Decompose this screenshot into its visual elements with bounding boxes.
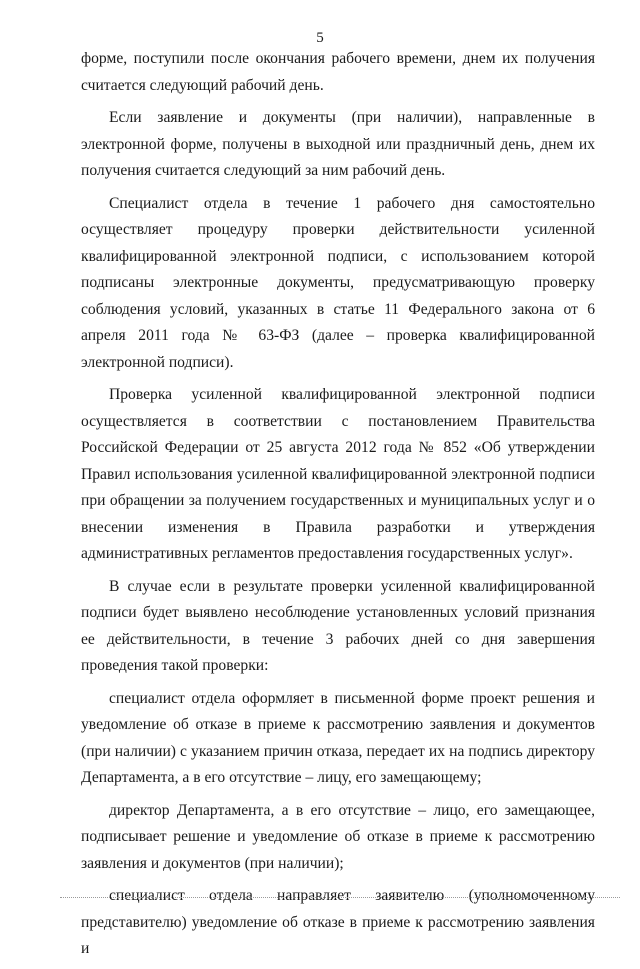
paragraph-continuation: форме, поступили после окончания рабочего времени, днем их получения считается следующий рабочий день. [81, 50, 595, 94]
page-number: 5 [316, 30, 324, 46]
document-body [81, 46, 595, 969]
paragraph-weekend-receipt: Если заявление и документы (при наличии), направленные в электронной форме, получены в выходной или праздничный день, днем их получения считается следующий за ним рабочий день. [81, 109, 595, 179]
paragraph-check-procedure: Проверка усиленной квалифицированной электронной подписи осуществляется в соответствии с постановлением Правительства Российской Федерации от 25 августа 2012 года № 852 «Об утверждении Правил использования усиленной квалифицированной электронной подписи при обращении за получением государственных и муниципальных услуг и о внесении изменения в Правила разработки и утверждения административных регламентов предоставления государственных услуг». [81, 386, 595, 562]
paragraph-specialist-sends: специалист отдела направляет заявителю (уполномоченному представителю) уведомление об отказе в приеме к рассмотрению заявления и [81, 887, 595, 957]
paragraph-noncompliance: В случае если в результате проверки усиленной квалифицированной подписи будет выявлено несоблюдение установленных условий признания ее действительности, в течение 3 рабочих дней со дня завершения проведения такой проверки: [81, 577, 595, 674]
page-bottom-rule [60, 897, 620, 898]
paragraph-specialist-draft: специалист отдела оформляет в письменной форме проект решения и уведомление об отказе в приеме к рассмотрению заявления и документов (при наличии) с указанием причин отказа, передает их на подпись директору Департамента, а в его отсутствие – лицу, его замещающему; [81, 689, 595, 786]
paragraph-signature-check: Специалист отдела в течение 1 рабочего дня самостоятельно осуществляет процедуру проверки действительности усиленной квалифицированной электронной подписи, с использованием которой подписаны электронные документы, предусматривающую проверку соблюдения условий, указанных в статье 11 Федерального закона от 6 апреля 2011 года № 63-ФЗ (далее – проверка квалифицированной электронной подписи). [81, 194, 595, 371]
paragraph-director-signs: директор Департамента, а в его отсутствие – лицо, его замещающее, подписывает решение и уведомление об отказе в приеме к рассмотрению заявления и документов (при наличии); [81, 801, 595, 872]
